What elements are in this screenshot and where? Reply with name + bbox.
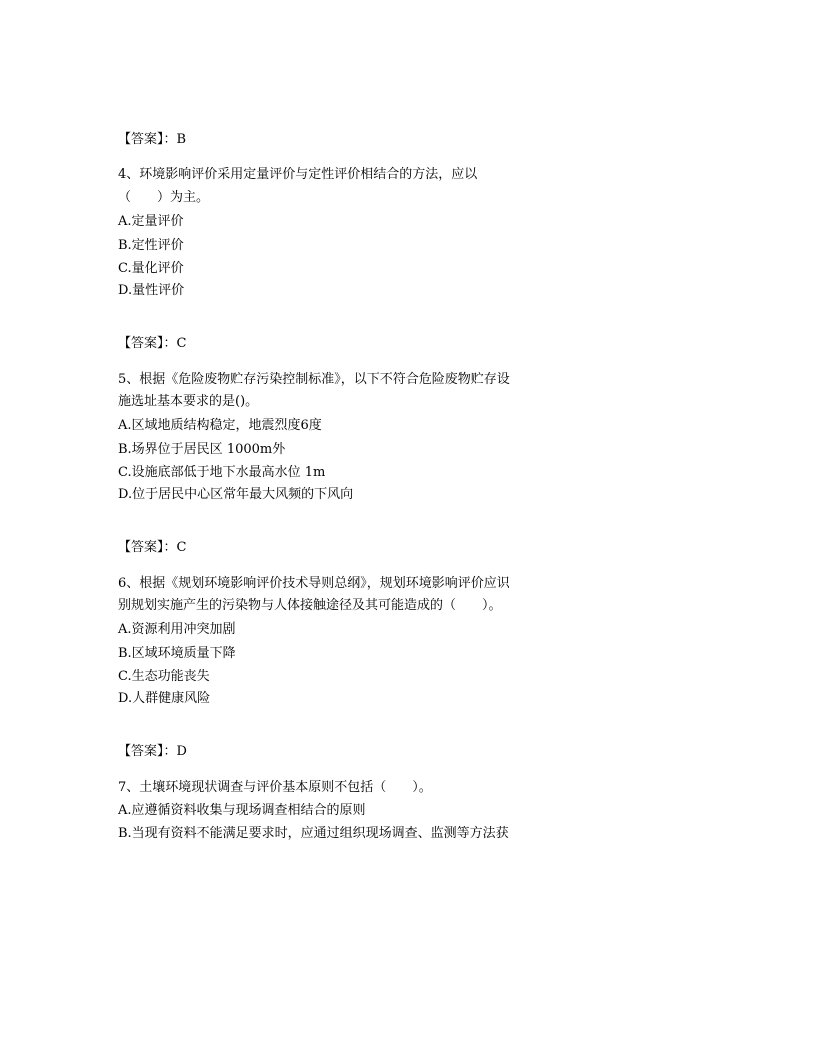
option-b: B.场界位于居民区 1000m外 bbox=[118, 442, 286, 457]
option-a: A.资源利用冲突加剧 bbox=[118, 622, 236, 637]
option-c: C.量化评价 bbox=[118, 261, 184, 276]
question-6-line-1: 6、根据《规划环境影响评价技术导则总纲》，规划环境影响评价应识 bbox=[118, 576, 510, 591]
question-4-line-1: 4、环境影响评价采用定量评价与定性评价相结合的方法，应以 bbox=[118, 167, 478, 182]
option-a: A.应遵循资料收集与现场调查相结合的原则 bbox=[118, 803, 366, 818]
answer-line: 【答案】：C bbox=[118, 540, 187, 555]
option-b: B.定性评价 bbox=[118, 238, 184, 253]
option-b: B.区域环境质量下降 bbox=[118, 646, 236, 661]
answer-line: 【答案】：C bbox=[118, 336, 187, 351]
option-a: A.定量评价 bbox=[118, 214, 184, 229]
answer-line: 【答案】：D bbox=[118, 744, 187, 759]
option-d: D.量性评价 bbox=[118, 283, 185, 298]
option-d: D.人群健康风险 bbox=[118, 691, 211, 706]
question-5-line-1: 5、根据《危险废物贮存污染控制标准》，以下不符合危险废物贮存设 bbox=[118, 372, 510, 387]
question-5-line-2: 施选址基本要求的是()。 bbox=[118, 394, 259, 409]
option-c: C.设施底部低于地下水最高水位 1m bbox=[118, 465, 326, 480]
question-7-line-1: 7、土壤环境现状调查与评价基本原则不包括（ ）。 bbox=[118, 780, 432, 795]
question-4-line-2: （ ）为主。 bbox=[118, 190, 210, 205]
answer-line: 【答案】：B bbox=[118, 132, 187, 147]
question-6-line-2: 别规划实施产生的污染物与人体接触途径及其可能造成的（ ）。 bbox=[118, 598, 502, 613]
option-a: A.区域地质结构稳定，地震烈度6度 bbox=[118, 418, 322, 433]
option-d: D.位于居民中心区常年最大风频的下风向 bbox=[118, 487, 354, 502]
option-c: C.生态功能丧失 bbox=[118, 669, 210, 684]
option-b: B.当现有资料不能满足要求时，应通过组织现场调查、监测等方法获 bbox=[118, 826, 509, 841]
